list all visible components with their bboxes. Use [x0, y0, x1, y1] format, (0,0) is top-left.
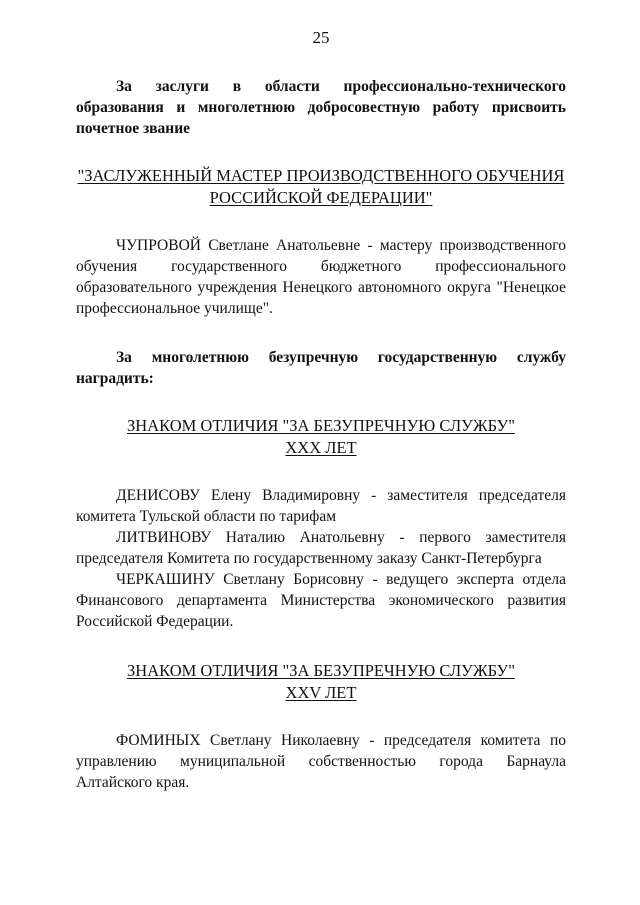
- section2-awardee-2: ЛИТВИНОВУ Наталию Анатольевну - первого заместителя председателя Комитета по государственному заказу Санкт-Петербурга: [76, 529, 566, 567]
- section1-title-line2: РОССИЙСКОЙ ФЕДЕРАЦИИ": [209, 188, 433, 207]
- section3-title-line2: XXV ЛЕТ: [285, 683, 357, 702]
- document-page: [76, 28, 566, 793]
- section3-title: [76, 660, 566, 704]
- section2-title-line2: XXX ЛЕТ: [285, 438, 357, 457]
- section1-title: [76, 165, 566, 209]
- section1-intro: За заслуги в области профессионально-технического образования и многолетнюю добросовестную работу присвоить почетное звание: [76, 78, 566, 137]
- section1-awardee: ЧУПРОВОЙ Светлане Анатольевне - мастеру производственного обучения государственного бюджетного профессионального образовательного учреждения Ненецкого автономного округа "Ненецкое профессиональное училище".: [76, 237, 566, 317]
- section2-title: [76, 415, 566, 459]
- section2-intro: За многолетнюю безупречную государственную службу наградить:: [76, 349, 566, 387]
- section3-awardee: ФОМИНЫХ Светлану Николаевну - председателя комитета по управлению муниципальной собственностью города Барнаула Алтайского края.: [76, 732, 566, 791]
- section2-title-line1: ЗНАКОМ ОТЛИЧИЯ "ЗА БЕЗУПРЕЧНУЮ СЛУЖБУ": [127, 416, 515, 435]
- page-number: 25: [312, 28, 330, 47]
- section3-title-line1: ЗНАКОМ ОТЛИЧИЯ "ЗА БЕЗУПРЕЧНУЮ СЛУЖБУ": [127, 661, 515, 680]
- section2-awardee-1: ДЕНИСОВУ Елену Владимировну - заместителя председателя комитета Тульской области по тарифам: [76, 487, 566, 525]
- section1-title-line1: "ЗАСЛУЖЕННЫЙ МАСТЕР ПРОИЗВОДСТВЕННОГО ОБУЧЕНИЯ: [77, 166, 565, 185]
- section2-awardee-3: ЧЕРКАШИНУ Светлану Борисовну - ведущего эксперта отдела Финансового департамента Министерства экономического развития Российской Федерации.: [76, 571, 566, 630]
